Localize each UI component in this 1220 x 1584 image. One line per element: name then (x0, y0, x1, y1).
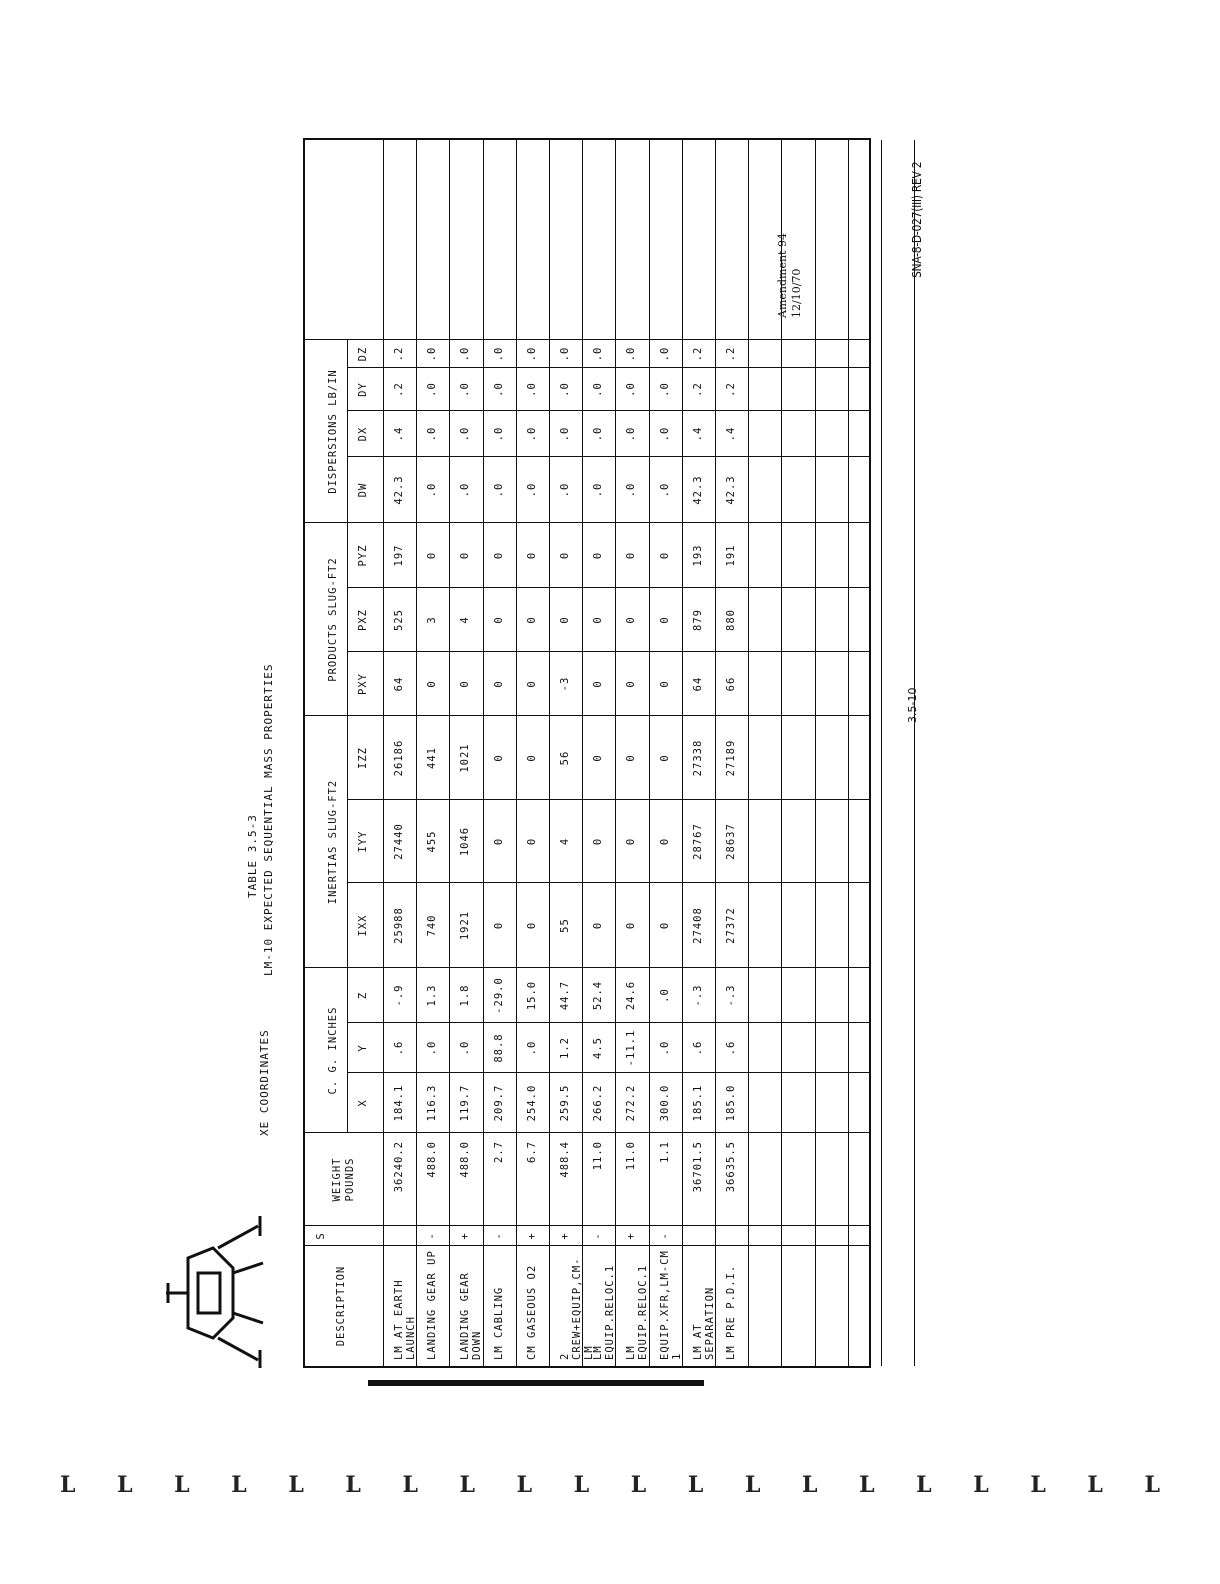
amendment-date: 12/10/70 (790, 268, 803, 318)
table-cell-dy: .0 (625, 382, 638, 397)
table-cell-pxz: 0 (525, 616, 538, 624)
table-cell-x: 272.2 (625, 1084, 638, 1122)
column-divider (305, 967, 869, 968)
column-divider (305, 1132, 869, 1133)
group-header-inertias: INERTIAS SLUG-FT2 (327, 779, 339, 905)
footer-glyph: L (573, 1472, 590, 1498)
table-cell-s: + (625, 1232, 638, 1240)
table-cell-ixx: 25988 (393, 907, 405, 944)
group-underline (347, 968, 348, 1133)
table-cell-pyz: 0 (625, 551, 638, 560)
table-cell-izz: 0 (525, 754, 538, 762)
table-cell-dy: .2 (725, 382, 737, 397)
table-cell-pyz: 0 (459, 551, 472, 560)
table-cell-pyz: 0 (658, 551, 671, 560)
column-header-ixx: IXX (357, 914, 369, 937)
table-cell-dy: .0 (592, 382, 605, 397)
table-cell-izz: 0 (658, 754, 671, 762)
footer-glyph: L (1087, 1472, 1103, 1498)
footer-glyph: L (1144, 1472, 1160, 1498)
column-header-iyy: IYY (357, 830, 369, 853)
table-cell-dy: .0 (426, 382, 439, 397)
table-cell-iyy: 0 (625, 837, 638, 846)
table-cell-ixx: 27408 (691, 907, 704, 944)
table-cell-s: + (459, 1232, 472, 1240)
table-cell-iyy: 4 (559, 837, 571, 846)
footer-glyph: L (916, 1472, 932, 1498)
table-cell-pxy: 0 (625, 680, 638, 688)
table-cell-iyy: 455 (426, 830, 439, 853)
table-cell-pyz: 0 (492, 551, 505, 560)
table-cell-iyy: 1046 (459, 826, 472, 857)
column-divider (305, 1225, 869, 1226)
table-cell-ixx: 1921 (459, 910, 472, 941)
table-cell-x: 119.7 (459, 1084, 472, 1122)
table-cell-dz: .0 (559, 346, 571, 362)
table-cell-x: 184.1 (393, 1084, 405, 1122)
table-cell-desc: 2 CREW+EQUIP,CM-LM (559, 1257, 595, 1360)
table-cell-z: 44.7 (559, 980, 571, 1011)
table-cell-dy: .2 (691, 382, 704, 397)
table-cell-dz: .0 (426, 346, 439, 362)
table-cell-ixx: 740 (426, 914, 439, 937)
table-cell-w: 36635.5 (725, 1141, 737, 1193)
amendment-label: Amendment 94 (776, 233, 789, 318)
column-header-y: Y (357, 1044, 369, 1052)
table-cell-w: 2.7 (492, 1141, 505, 1163)
table-cell-x: 259.5 (559, 1084, 571, 1122)
table-cell-dx: .4 (725, 426, 737, 442)
footer-glyph: L (117, 1472, 133, 1498)
table-cell-dy: .0 (525, 382, 538, 397)
table-cell-desc: LANDING GEAR DOWN (459, 1272, 484, 1360)
table-cell-y: .6 (393, 1040, 405, 1056)
group-header-cg: C. G. INCHES (327, 1006, 339, 1095)
table-cell-pxy: 0 (592, 680, 605, 688)
table-cell-dw: .0 (658, 482, 671, 498)
group-underline (347, 523, 348, 716)
column-divider (305, 339, 869, 340)
table-cell-pyz: 0 (592, 551, 605, 560)
column-header-weight-pounds: WEIGHT POUNDS (331, 1157, 356, 1202)
table-cell-pxz: 4 (459, 616, 472, 624)
mass-properties-table (303, 138, 871, 1368)
table-cell-dw: .0 (459, 482, 472, 498)
table-cell-desc: LM PRE P.D.I. (725, 1264, 737, 1360)
table-cell-pyz: 197 (393, 544, 405, 567)
table-cell-izz: 0 (625, 754, 638, 762)
row-divider (881, 140, 882, 1366)
table-cell-pxz: 880 (725, 609, 737, 631)
table-cell-y: .0 (459, 1040, 472, 1056)
table-cell-y: .6 (725, 1040, 737, 1056)
table-cell-z: .0 (658, 988, 671, 1003)
row-divider (649, 140, 650, 1366)
table-cell-z: -29.0 (492, 977, 505, 1014)
table-cell-dx: .4 (393, 426, 405, 442)
row-divider (914, 140, 915, 1366)
table-cell-z: -.3 (725, 984, 737, 1007)
column-header-dx: DX (357, 426, 369, 442)
footer-glyph: L (288, 1472, 304, 1498)
table-cell-dy: .2 (393, 382, 405, 397)
table-cell-y: -11.1 (625, 1029, 638, 1067)
footer-glyph: L (60, 1472, 76, 1498)
table-cell-dx: .0 (459, 426, 472, 442)
table-cell-dz: .0 (592, 346, 605, 362)
footer-glyph: L (802, 1472, 818, 1498)
table-cell-izz: 27189 (725, 739, 737, 777)
table-cell-dx: .0 (625, 426, 638, 442)
table-cell-z: -.9 (393, 984, 405, 1007)
table-cell-dz: .2 (691, 346, 704, 362)
table-cell-desc: CM GASEOUS O2 (525, 1264, 538, 1360)
table-cell-w: 488.0 (426, 1141, 439, 1178)
column-divider (305, 522, 869, 523)
page-number: 3.5-10 (906, 687, 919, 723)
table-cell-desc: LM CABLING (492, 1286, 505, 1360)
table-cell-pxy: 0 (525, 680, 538, 688)
table-cell-dx: .0 (492, 426, 505, 442)
row-divider (582, 140, 583, 1366)
footer-glyph-row (60, 1472, 1160, 1498)
table-cell-izz: 26186 (393, 739, 405, 777)
table-cell-dy: .0 (658, 382, 671, 397)
table-cell-dx: .0 (592, 426, 605, 442)
column-header-z: Z (357, 991, 369, 1000)
table-number: TABLE 3.5-3 (246, 814, 259, 898)
table-cell-ixx: 0 (592, 921, 605, 930)
table-cell-s: + (559, 1232, 571, 1240)
table-cell-iyy: 0 (592, 837, 605, 846)
table-cell-x: 209.7 (492, 1084, 505, 1122)
footer-glyph: L (231, 1472, 247, 1498)
table-cell-dw: 42.3 (393, 475, 405, 505)
row-divider (549, 140, 550, 1366)
table-cell-dw: .0 (525, 482, 538, 498)
row-divider (516, 140, 517, 1366)
table-cell-pxz: 0 (625, 616, 638, 624)
column-header-pxz: PXZ (357, 609, 369, 631)
table-cell-pxy: 0 (658, 680, 671, 688)
table-cell-izz: 0 (492, 754, 505, 762)
table-cell-dx: .0 (426, 426, 439, 442)
table-cell-pxy: 0 (459, 680, 472, 688)
column-header-pyz: PYZ (357, 544, 369, 567)
table-cell-pyz: 0 (525, 551, 538, 560)
table-cell-pxz: 3 (426, 616, 439, 624)
column-header-dy: DY (357, 382, 369, 397)
table-cell-dx: .4 (691, 426, 704, 442)
table-cell-ixx: 0 (492, 921, 505, 930)
table-cell-z: -.3 (691, 984, 704, 1007)
header-divider (383, 140, 384, 1366)
table-cell-desc: EQUIP.XFR,LM-CM 1 (658, 1250, 683, 1360)
footer-glyph: L (459, 1472, 476, 1498)
table-cell-dx: .0 (658, 426, 671, 442)
table-cell-y: .0 (658, 1040, 671, 1056)
form-number: SNA-8-D-027(III) REV 2 (910, 161, 924, 278)
footer-glyph: L (516, 1472, 533, 1498)
footer-glyph: L (687, 1472, 704, 1498)
table-cell-dx: .0 (559, 426, 571, 442)
table-cell-dz: .0 (492, 346, 505, 362)
table-cell-dw: .0 (559, 482, 571, 498)
table-cell-w: 488.0 (459, 1141, 472, 1178)
table-cell-s: + (525, 1232, 538, 1240)
table-cell-pxy: 64 (691, 676, 704, 692)
column-header-s: S (315, 1232, 327, 1240)
table-cell-dz: .0 (459, 346, 472, 362)
column-header-x: X (357, 1099, 369, 1107)
table-cell-ixx: 27372 (725, 907, 737, 944)
group-underline (347, 716, 348, 968)
table-cell-x: 185.0 (725, 1084, 737, 1122)
table-cell-izz: 441 (426, 747, 439, 769)
table-cell-z: 24.6 (625, 980, 638, 1011)
table-cell-izz: 56 (559, 750, 571, 766)
table-cell-w: 36240.2 (393, 1141, 405, 1193)
table-cell-s: - (492, 1232, 505, 1240)
row-divider (748, 140, 749, 1366)
table-cell-y: 1.2 (559, 1037, 571, 1059)
row-divider (848, 140, 849, 1366)
lunar-module-logo (158, 1208, 268, 1368)
footer-glyph: L (744, 1472, 761, 1498)
table-cell-dw: .0 (492, 482, 505, 498)
table-cell-s: - (426, 1232, 439, 1240)
column-divider (305, 715, 869, 716)
table-cell-s: - (658, 1232, 671, 1240)
row-divider (682, 140, 683, 1366)
table-cell-dz: .2 (725, 346, 737, 362)
footer-glyph: L (345, 1472, 361, 1498)
table-cell-pyz: 191 (725, 544, 737, 567)
table-cell-dz: .0 (658, 346, 671, 362)
table-cell-izz: 1021 (459, 743, 472, 773)
table-cell-iyy: 28637 (725, 823, 737, 860)
footer-glyph: L (973, 1472, 989, 1498)
table-cell-pyz: 193 (691, 544, 704, 567)
column-header-dz: DZ (357, 346, 369, 362)
table-cell-pxz: 879 (691, 609, 704, 631)
table-cell-iyy: 28767 (691, 823, 704, 860)
table-cell-dz: .0 (525, 346, 538, 362)
table-cell-ixx: 0 (658, 921, 671, 930)
table-cell-dw: 42.3 (725, 475, 737, 505)
table-cell-s: - (592, 1232, 605, 1240)
row-divider (416, 140, 417, 1366)
table-cell-pxy: 64 (393, 676, 405, 692)
table-cell-y: 4.5 (592, 1037, 605, 1059)
row-divider (815, 140, 816, 1366)
table-cell-pyz: 0 (426, 551, 439, 560)
table-cell-dx: .0 (525, 426, 538, 442)
table-cell-desc: LANDING GEAR UP (426, 1250, 439, 1360)
table-cell-izz: 0 (592, 754, 605, 762)
table-cell-desc: LM AT EARTH LAUNCH (393, 1279, 417, 1360)
row-divider (781, 140, 782, 1366)
group-header-products: PRODUCTS SLUG-FT2 (327, 557, 339, 682)
table-cell-desc: LM EQUIP.RELOC.1 (625, 1264, 650, 1360)
table-cell-pxz: 0 (592, 616, 605, 624)
rotated-page (158, 108, 924, 1368)
table-cell-dz: .2 (393, 346, 405, 362)
table-cell-w: 36701.5 (691, 1141, 704, 1193)
table-cell-x: 116.3 (426, 1084, 439, 1122)
table-cell-iyy: 27440 (393, 823, 405, 860)
table-cell-izz: 27338 (691, 739, 704, 777)
table-cell-iyy: 0 (525, 837, 538, 846)
table-cell-pxz: 0 (559, 616, 571, 624)
group-header-dispersions: DISPERSIONS LB/IN (327, 369, 339, 494)
table-cell-w: 6.7 (525, 1141, 538, 1163)
table-cell-y: 88.8 (492, 1033, 505, 1063)
table-cell-w: 11.0 (625, 1141, 638, 1171)
column-header-description: DESCRIPTION (335, 1265, 347, 1347)
table-cell-pxy: -3 (559, 676, 571, 692)
table-cell-z: 15.0 (525, 980, 538, 1011)
row-divider (449, 140, 450, 1366)
table-cell-z: 1.8 (459, 984, 472, 1007)
table-cell-y: .0 (525, 1040, 538, 1056)
table-cell-dy: .0 (559, 382, 571, 397)
footer-glyph: L (402, 1472, 418, 1498)
table-cell-pxy: 0 (426, 680, 439, 688)
row-divider (615, 140, 616, 1366)
table-cell-dw: .0 (426, 482, 439, 498)
table-cell-pyz: 0 (559, 551, 571, 560)
table-cell-z: 1.3 (426, 984, 439, 1007)
table-cell-pxz: 525 (393, 609, 405, 631)
scan-bar (368, 1380, 704, 1386)
table-cell-dw: .0 (625, 482, 638, 498)
table-cell-iyy: 0 (658, 837, 671, 846)
column-header-izz: IZZ (357, 747, 369, 769)
table-cell-ixx: 0 (625, 921, 638, 930)
group-underline (347, 340, 348, 523)
table-cell-dy: .0 (459, 382, 472, 397)
table-cell-w: 488.4 (559, 1141, 571, 1178)
footer-glyph: L (630, 1472, 647, 1498)
table-cell-y: .0 (426, 1040, 439, 1056)
table-cell-y: .6 (691, 1040, 704, 1056)
footer-glyph: L (1030, 1472, 1046, 1498)
table-cell-pxy: 0 (492, 680, 505, 688)
table-cell-z: 52.4 (592, 980, 605, 1011)
table-cell-ixx: 0 (525, 921, 538, 930)
row-divider (715, 140, 716, 1366)
table-cell-dw: .0 (592, 482, 605, 498)
table-cell-iyy: 0 (492, 837, 505, 846)
table-cell-dz: .0 (625, 346, 638, 362)
table-cell-x: 300.0 (658, 1084, 671, 1122)
table-cell-ixx: 55 (559, 918, 571, 933)
table-cell-desc: LM AT SEPARATION (691, 1286, 716, 1360)
table-cell-pxz: 0 (492, 616, 505, 624)
row-divider (483, 140, 484, 1366)
footer-glyph: L (859, 1472, 875, 1498)
column-header-pxy: PXY (357, 673, 369, 695)
table-cell-x: 185.1 (691, 1084, 704, 1122)
table-cell-x: 266.2 (592, 1084, 605, 1122)
table-cell-desc: LM EQUIP.RELOC.1 (592, 1264, 617, 1360)
column-header-dw: DW (357, 482, 369, 498)
table-cell-w: 1.1 (658, 1141, 671, 1163)
table-cell-pxy: 66 (725, 676, 737, 692)
table-cell-x: 254.0 (525, 1084, 538, 1122)
footer-glyph: L (174, 1472, 190, 1498)
table-cell-dy: .0 (492, 382, 505, 397)
table-cell-w: 11.0 (592, 1141, 605, 1171)
table-cell-dw: 42.3 (691, 475, 704, 505)
table-title: LM-10 EXPECTED SEQUENTIAL MASS PROPERTIES (262, 663, 275, 976)
coords-label: XE COORDINATES (258, 1029, 271, 1136)
table-cell-pxz: 0 (658, 616, 671, 624)
